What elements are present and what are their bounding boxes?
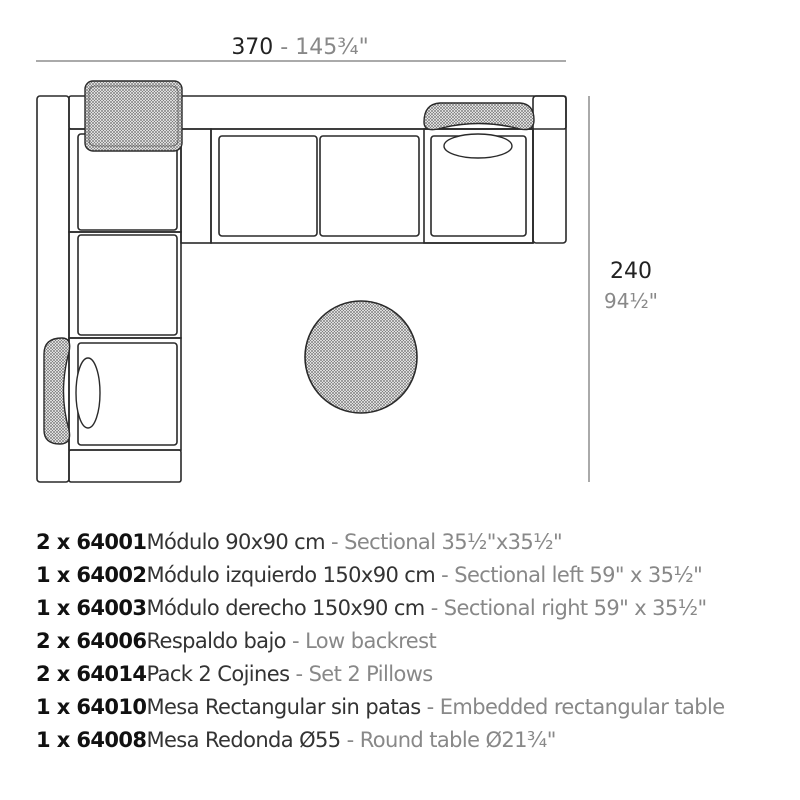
part-qty-code: 1 x 64003 — [36, 596, 147, 620]
part-name-en: Sectional 35½"x35½" — [344, 530, 563, 554]
part-name-en: Round table Ø21¾" — [359, 728, 556, 752]
part-separator: - — [324, 530, 345, 554]
part-row — [36, 559, 725, 592]
part-qty-code: 2 x 64006 — [36, 629, 147, 653]
part-qty-code: 1 x 64008 — [36, 728, 147, 752]
top-seat-cushion-1 — [219, 136, 317, 236]
part-separator: - — [340, 728, 360, 752]
part-name-en: Set 2 Pillows — [308, 662, 433, 686]
part-name-es: Mesa Redonda Ø55 — [146, 728, 341, 752]
part-separator: - — [289, 662, 309, 686]
part-separator: - — [424, 596, 444, 620]
pillow-left — [76, 358, 100, 428]
left-module-mid-frame — [69, 232, 181, 338]
pillow-top-right — [444, 134, 512, 158]
depth-dimension-in: 94½" — [603, 289, 659, 313]
part-name-en: Low backrest — [305, 629, 437, 653]
depth-dimension-cm: 240 — [610, 259, 652, 284]
part-name-es: Pack 2 Cojines — [146, 662, 290, 686]
part-name-en: Sectional left 59" x 35½" — [454, 563, 703, 587]
part-separator: - — [420, 695, 440, 719]
parts-list — [36, 526, 725, 757]
part-name-es: Módulo 90x90 cm — [146, 530, 325, 554]
part-row — [36, 691, 725, 724]
left-armrest — [69, 450, 181, 482]
part-separator: - — [435, 563, 455, 587]
right-armrest — [533, 96, 566, 243]
part-row — [36, 724, 725, 757]
top-seat-cushion-2 — [320, 136, 419, 236]
part-row — [36, 625, 725, 658]
part-row — [36, 592, 725, 625]
part-name-es: Respaldo bajo — [146, 629, 286, 653]
part-row — [36, 658, 725, 691]
low-backrest-top-left — [85, 81, 182, 151]
part-name-es: Módulo derecho 150x90 cm — [146, 596, 425, 620]
part-qty-code: 1 x 64010 — [36, 695, 147, 719]
part-name-en: Embedded rectangular table — [439, 695, 725, 719]
low-backrest-top-right — [424, 103, 534, 130]
left-seat-cushion-2 — [78, 235, 177, 335]
width-dimension-label: 370 - 145¾" — [231, 35, 369, 60]
part-qty-code: 2 x 64001 — [36, 530, 147, 554]
low-backrest-left — [44, 338, 70, 444]
part-name-es: Mesa Rectangular sin patas — [146, 695, 421, 719]
part-name-es: Módulo izquierdo 150x90 cm — [146, 563, 436, 587]
part-qty-code: 1 x 64002 — [36, 563, 147, 587]
part-qty-code: 2 x 64014 — [36, 662, 147, 686]
round-table — [305, 301, 417, 413]
top-module-frame-a — [181, 129, 211, 243]
part-separator: - — [285, 629, 306, 653]
part-row — [36, 526, 725, 559]
part-name-en: Sectional right 59" x 35½" — [443, 596, 707, 620]
